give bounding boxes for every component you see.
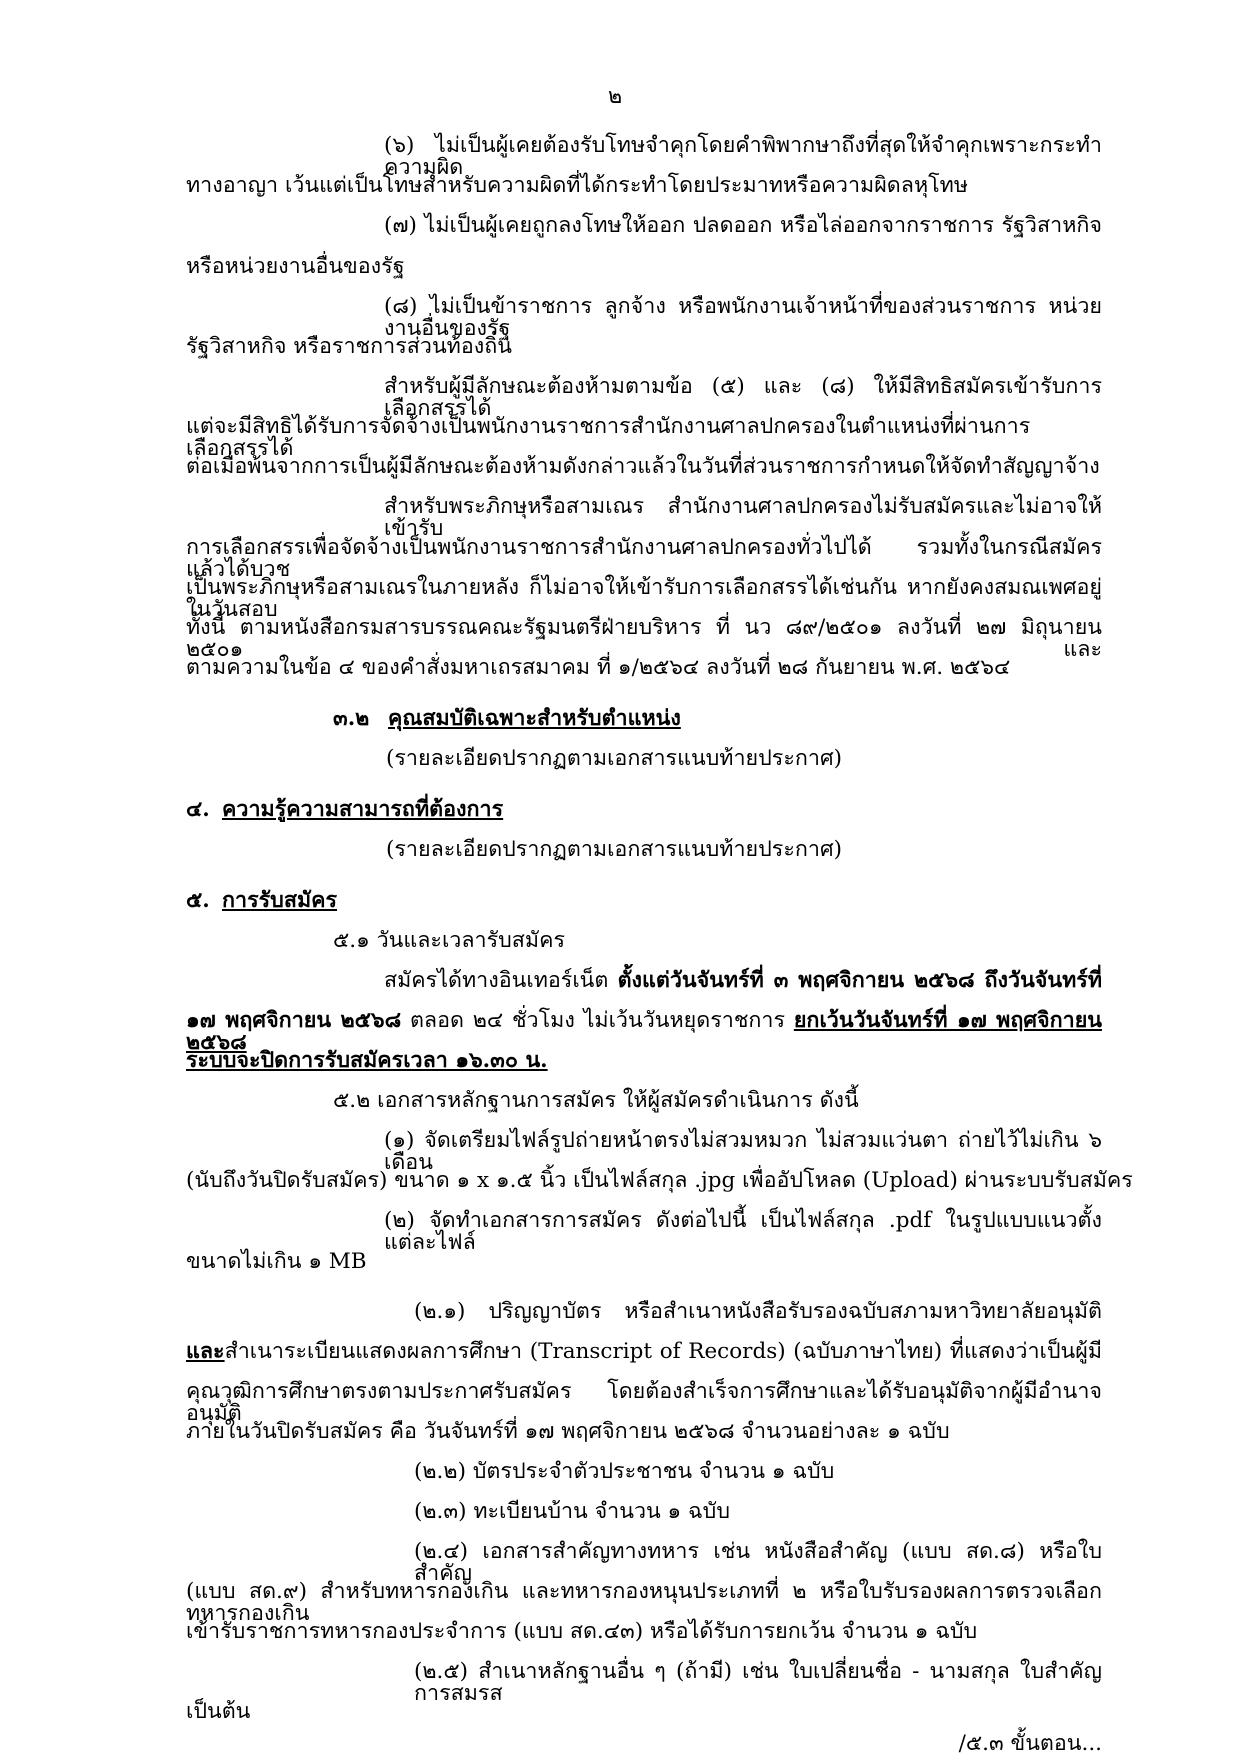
text-line: (แบบ สด.๙) สำหรับทหารกองเกิน และทหารกองหนุนประเภทที่ ๒ หรือใบรับรองผลการตรวจเลือกทหารกองเกิน <box>186 1579 1102 1626</box>
text-line: (๒.๔) เอกสารสำคัญทางทหาร เช่น หนังสือสำคัญ (แบบ สด.๘) หรือใบสำคัญ <box>414 1539 1102 1586</box>
text-line: รัฐวิสาหกิจ หรือราชการส่วนท้องถิ่น <box>186 334 512 359</box>
text-line: (๑) จัดเตรียมไฟล์รูปถ่ายหน้าตรงไม่สวมหมวก ไม่สวมแว่นตา ถ่ายไว้ไม่เกิน ๖ เดือน <box>384 1128 1102 1175</box>
text-line <box>186 1341 1102 1363</box>
text-line <box>384 970 1102 992</box>
text-line: หรือหน่วยงานอื่นของรัฐ <box>186 254 405 279</box>
section-5-1-heading: ๕.๑ วันและเวลารับสมัคร <box>333 928 566 953</box>
text-line: (๗) ไม่เป็นผู้เคยถูกลงโทษให้ออก ปลดออก หรือไล่ออกจากราชการ รัฐวิสาหกิจ <box>384 213 1102 238</box>
text-line: (๖) ไม่เป็นผู้เคยต้องรับโทษจำคุกโดยคำพิพากษาถึงที่สุดให้จำคุกเพราะกระทำความผิด <box>384 133 1102 180</box>
section-4-title: ความรู้ความสามารถที่ต้องการ <box>222 797 504 822</box>
text-span: ตลอด ๒๔ ชั่วโมง ไม่เว้นวันหยุดราชการ <box>401 1008 794 1033</box>
section-5-number: ๕. <box>186 888 210 913</box>
page-number: ๒ <box>608 84 623 109</box>
text-line: เป็นต้น <box>186 1699 251 1724</box>
section-3-2-title: คุณสมบัติเฉพาะสำหรับตำแหน่ง <box>388 706 681 731</box>
text-line: (๒.๓) ทะเบียนบ้าน จำนวน ๑ ฉบับ <box>414 1499 730 1524</box>
text-line <box>186 1010 1102 1053</box>
text-line: (๒.๕) สำเนาหลักฐานอื่น ๆ (ถ้ามี) เช่น ใบเปลี่ยนชื่อ - นามสกุล ใบสำคัญการสมรส <box>414 1659 1102 1706</box>
application-end-date: ๑๗ พฤศจิกายน ๒๕๖๘ <box>186 1008 402 1033</box>
text-line: ภายในวันปิดรับสมัคร คือ วันจันทร์ที่ ๑๗ พฤศจิกายน ๒๕๖๘ จำนวนอย่างละ ๑ ฉบับ <box>186 1419 950 1444</box>
section-5-2-heading: ๕.๒ เอกสารหลักฐานการสมัคร ให้ผู้สมัครดำเนินการ ดังนี้ <box>333 1088 859 1113</box>
text-line: ขนาดไม่เกิน ๑ MB <box>186 1249 367 1274</box>
closing-time-note: ระบบจะปิดการรับสมัครเวลา ๑๖.๓๐ น. <box>186 1048 548 1073</box>
text-line: แต่จะมีสิทธิได้รับการจัดจ้างเป็นพนักงานราชการสำนักงานศาลปกครองในตำแหน่งที่ผ่านการเลือกสรรได้ <box>186 414 1031 461</box>
text-line: เป็นพระภิกษุหรือสามเณรในภายหลัง ก็ไม่อาจให้เข้ารับการเลือกสรรได้เช่นกัน หากยังคงสมณเพศอยู่ในวันสอบ <box>186 575 1102 622</box>
section-5-title: การรับสมัคร <box>222 888 338 913</box>
application-period: ตั้งแต่วันจันทร์ที่ ๓ พฤศจิกายน ๒๕๖๘ ถึงวันจันทร์ที่ <box>617 968 1102 993</box>
text-line: เข้ารับราชการทหารกองประจำการ (แบบ สด.๔๓) หรือได้รับการยกเว้น จำนวน ๑ ฉบับ <box>186 1619 978 1644</box>
text-line: (๘) ไม่เป็นข้าราชการ ลูกจ้าง หรือพนักงานเจ้าหน้าที่ของส่วนราชการ หน่วยงานอื่นของรัฐ <box>384 294 1102 341</box>
text-line: ตามความในข้อ ๔ ของคำสั่งมหาเถรสมาคม ที่ ๑/๒๕๖๔ ลงวันที่ ๒๘ กันยายน พ.ศ. ๒๕๖๔ <box>186 655 1011 680</box>
text-line: สำหรับพระภิกษุหรือสามเณร สำนักงานศาลปกครองไม่รับสมัครและไม่อาจให้เข้ารับ <box>384 494 1102 541</box>
section-3-2-number: ๓.๒ <box>333 706 370 731</box>
section-3-2-detail: (รายละเอียดปรากฏตามเอกสารแนบท้ายประกาศ) <box>386 746 843 771</box>
text-line: ต่อเมื่อพ้นจากการเป็นผู้มีลักษณะต้องห้ามดังกล่าวแล้วในวันที่ส่วนราชการกำหนดให้จัดทำสัญญาจ้าง <box>186 454 1100 479</box>
text-span: สมัครได้ทางอินเทอร์เน็ต <box>384 968 618 993</box>
text-line: (๒.๒) บัตรประจำตัวประชาชน จำนวน ๑ ฉบับ <box>414 1459 835 1484</box>
exception-note: ยกเว้นวันจันทร์ที่ ๑๗ พฤศจิกายน ๒๕๖๘ <box>186 1008 1102 1055</box>
text-line: (๒) จัดทำเอกสารการสมัคร ดังต่อไปนี้ เป็นไฟล์สกุล .pdf ในรูปแบบแนวตั้ง แต่ละไฟล์ <box>384 1208 1102 1255</box>
section-4-number: ๔. <box>186 797 210 822</box>
page-footer-continuation: /๕.๓ ขั้นตอน... <box>958 1731 1102 1756</box>
text-line: (นับถึงวันปิดรับสมัคร) ขนาด ๑ x ๑.๕ นิ้ว เป็นไฟล์สกุล .jpg เพื่ออัปโหลด (Upload) ผ่านระบบรับสมัคร <box>186 1168 1133 1193</box>
emphasis-and: และ <box>186 1339 225 1364</box>
text-line: ทั้งนี้ ตามหนังสือกรมสารบรรณคณะรัฐมนตรีฝ่ายบริหาร ที่ นว ๘๙/๒๕๐๑ ลงวันที่ ๒๗ มิถุนายน ๒๕๐๑ และ <box>186 615 1102 662</box>
text-line: (๒.๑) ปริญญาบัตร หรือสำเนาหนังสือรับรองฉบับสภามหาวิทยาลัยอนุมัติ <box>414 1299 1102 1324</box>
text-line: การเลือกสรรเพื่อจัดจ้างเป็นพนักงานราชการสำนักงานศาลปกครองทั่วไปได้ รวมทั้งในกรณีสมัครแล้วได้บวช <box>186 535 1102 582</box>
text-line: สำหรับผู้มีลักษณะต้องห้ามตามข้อ (๕) และ (๘) ให้มีสิทธิสมัครเข้ารับการเลือกสรรได้ <box>384 374 1102 421</box>
text-line: ทางอาญา เว้นแต่เป็นโทษสำหรับความผิดที่ได้กระทำโดยประมาทหรือความผิดลหุโทษ <box>186 173 969 198</box>
text-span: สำเนาระเบียนแสดงผลการศึกษา (Transcript of Records) (ฉบับภาษาไทย) ที่แสดงว่าเป็นผู้มี <box>224 1339 1102 1364</box>
text-line: คุณวุฒิการศึกษาตรงตามประกาศรับสมัคร โดยต้องสำเร็จการศึกษาและได้รับอนุมัติจากผู้มีอำนาจอนุมัติ <box>186 1379 1102 1426</box>
section-4-detail: (รายละเอียดปรากฏตามเอกสารแนบท้ายประกาศ) <box>386 837 843 862</box>
